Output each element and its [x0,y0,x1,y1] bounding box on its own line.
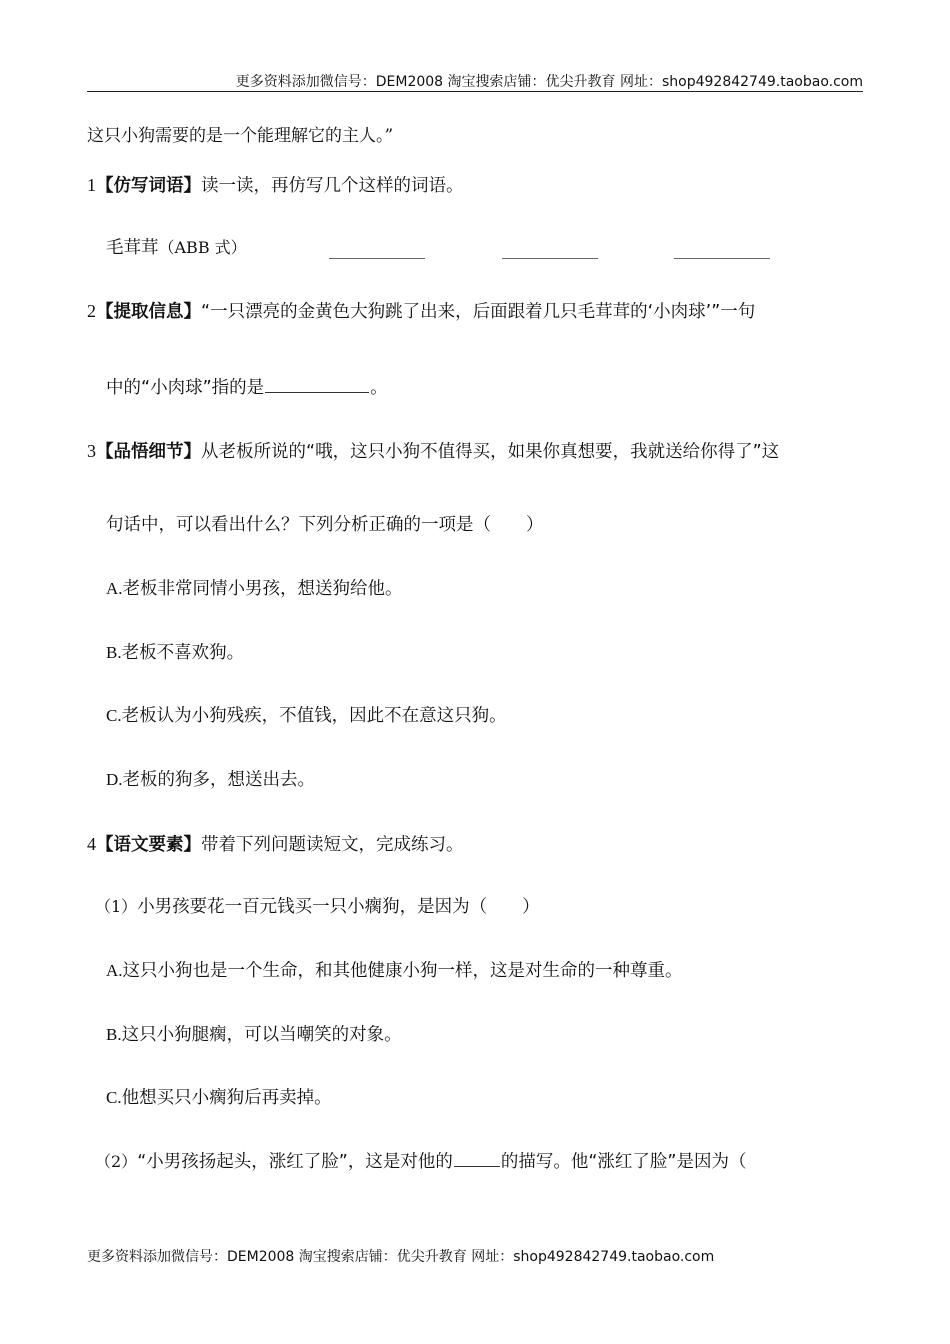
question-4 [87,832,464,857]
option-letter: A. [106,961,123,980]
option-b[interactable] [106,641,244,665]
option-letter: C. [106,1088,122,1107]
option-letter: C. [106,706,122,725]
option-letter: A. [106,579,123,598]
question-text: “一只漂亮的金黄色大狗跳了出来，后面跟着几只毛茸茸的‘小肉球’”一句 [201,302,756,322]
sub-question-label: （2） [95,1152,138,1171]
option-text: 这只小狗也是一个生命，和其他健康小狗一样，这是对生命的一种尊重。 [122,961,683,981]
question-3 [87,439,779,464]
sub-question-text-end: 的描写。他“涨红了脸”是因为（ [500,1152,747,1172]
question-2-line2 [106,376,388,400]
header-divider [87,91,863,92]
option-c[interactable] [106,704,507,728]
option-d[interactable] [106,768,315,792]
option-a[interactable] [106,577,403,601]
option-text: 老板的狗多，想送出去。 [122,770,316,790]
question-text: 中的“小肉球”指的是 [106,378,265,398]
option-text: 他想买只小瘸狗后再卖掉。 [121,1088,332,1108]
intro-text: 这只小狗需要的是一个能理解它的主人。” [87,126,394,146]
example-pattern: （ABB 式） [158,238,247,257]
option-text: 老板不喜欢狗。 [121,643,245,663]
option-letter: D. [106,770,123,789]
question-1 [87,173,464,198]
question-number: 1 [87,175,96,195]
question-number: 3 [87,441,96,461]
answer-blank[interactable] [454,1165,500,1167]
option-text: 老板非常同情小男孩，想送狗给他。 [122,579,403,599]
question-tag: 【仿写词语】 [96,176,201,196]
question-2 [87,299,755,324]
question-text: 带着下列问题读短文，完成练习。 [201,835,464,855]
sub-question-2 [95,1150,746,1174]
answer-blank-2[interactable] [502,258,598,259]
example-word: 毛茸茸 [106,238,159,258]
question-tag: 【语文要素】 [96,835,201,855]
answer-blank-3[interactable] [674,258,770,259]
question-number: 2 [87,301,96,321]
sub-question-text: 小男孩要花一百元钱买一只小瘸狗，是因为（ ） [137,897,540,917]
sub1-option-b[interactable] [106,1023,402,1047]
question-3-line2: 句话中，可以看出什么？下列分析正确的一项是（ ） [106,515,544,535]
page-header: 更多资料添加微信号：DEM2008 淘宝搜索店铺：优尖升教育 网址：shop492842749.taobao.com [235,74,863,90]
page-footer: 更多资料添加微信号：DEM2008 淘宝搜索店铺：优尖升教育 网址：shop492842749.taobao.com [87,1249,715,1265]
sub-question-1 [95,895,540,919]
sub-question-label: （1） [95,897,138,916]
option-letter: B. [106,643,122,662]
question-tag: 【品悟细节】 [96,442,201,462]
sub1-option-a[interactable] [106,959,683,983]
q1-example [106,236,247,260]
answer-blank[interactable] [265,391,369,393]
option-text: 老板认为小狗残疾，不值钱，因此不在意这只狗。 [121,706,507,726]
question-text: 从老板所说的“哦，这只小狗不值得买，如果你真想要，我就送给你得了”这 [201,442,780,462]
question-tag: 【提取信息】 [96,302,201,322]
question-text: 读一读，再仿写几个这样的词语。 [201,176,464,196]
question-number: 4 [87,834,96,854]
question-text-end: 。 [370,378,388,398]
sub1-option-c[interactable] [106,1086,332,1110]
option-letter: B. [106,1025,122,1044]
sub-question-text: “小男孩扬起头，涨红了脸”，这是对他的 [137,1152,453,1172]
option-text: 这只小狗腿瘸，可以当嘲笑的对象。 [121,1025,402,1045]
answer-blank-1[interactable] [329,258,425,259]
